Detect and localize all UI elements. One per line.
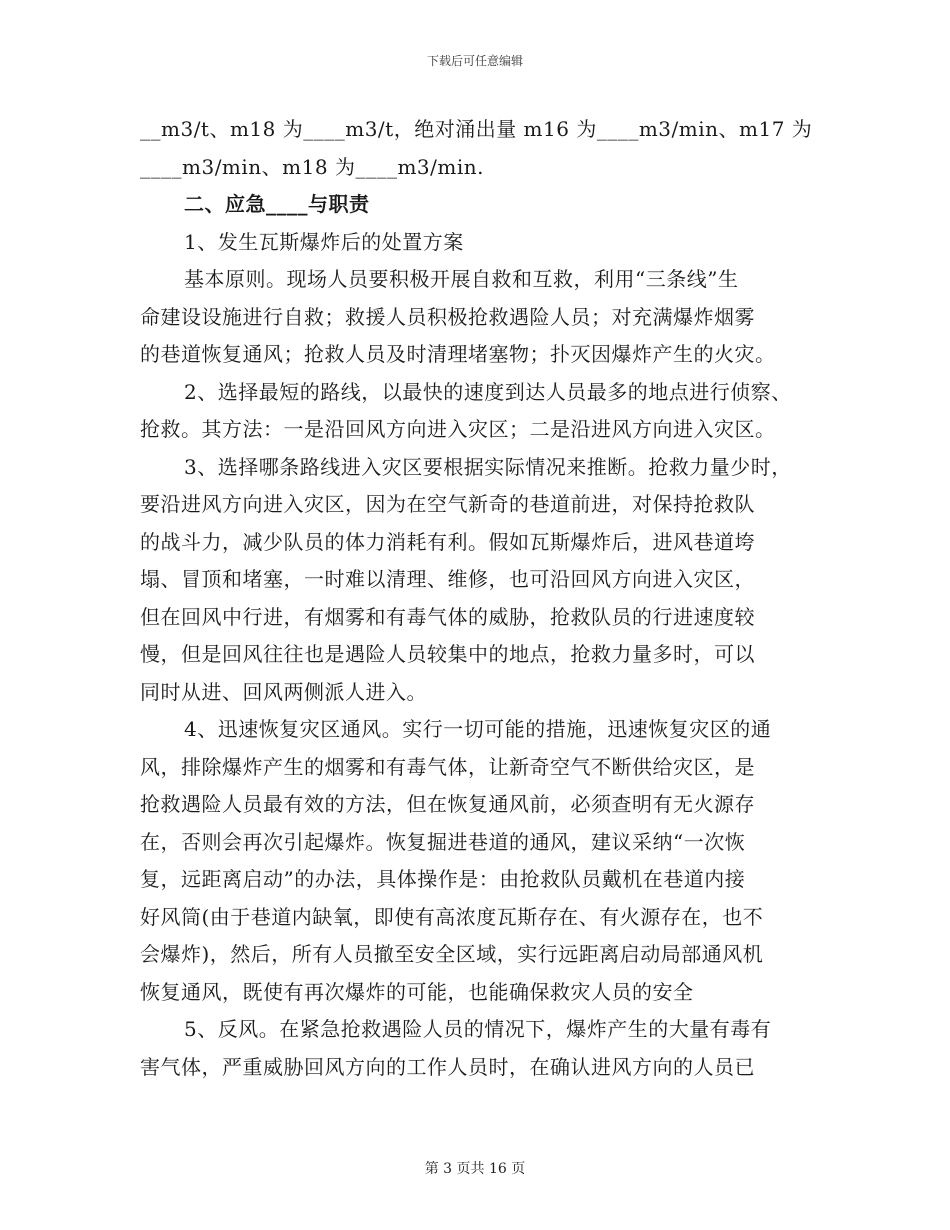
text-line: 要沿进风方向进入灾区，因为在空气新奇的巷道前进，对保持抢救队 [140, 492, 755, 516]
text-line: 但在回风中行进，有烟雾和有毒气体的威胁，抢救队员的行进速度较 [140, 604, 755, 629]
text-line: 2、选择最短的路线，以最快的速度到达人员最多的地点进行侦察、 [184, 379, 792, 404]
text-line: 3、选择哪条路线进入灾区要根据实际情况来推断。抢救力量少时， [184, 454, 792, 479]
text-line: 同时从进、回风两侧派人进入。 [140, 679, 427, 704]
text-line: 风，排除爆炸产生的烟雾和有毒气体，让新奇空气不断供给灾区，是 [140, 754, 755, 779]
text-line: 会爆炸)，然后，所有人员撤至安全区域，实行远距离启动局部通风机 [140, 942, 764, 966]
subsection-title: 1、发生瓦斯爆炸后的处置方案 [184, 229, 464, 254]
text-line: 的战斗力，减少队员的体力消耗有利。假如瓦斯爆炸后，进风巷道垮 [140, 529, 755, 554]
text-line: 基本原则。现场人员要积极开展自救和互救，利用“三条线”生 [184, 267, 739, 291]
text-line: __m3/t、m18 为____m3/t，绝对涌出量 m16 为____m3/min、m17 为 [140, 117, 813, 141]
text-line: 好风筒(由于巷道内缺氧，即使有高浓度瓦斯存在、有火源存在，也不 [140, 904, 764, 929]
text-line: 4、迅速恢复灾区通风。实行一切可能的措施，迅速恢复灾区的通 [184, 717, 772, 741]
document-body [140, 111, 815, 1086]
text-line: 抢救遇险人员最有效的方法，但在恢复通风前，必须查明有无火源存 [140, 792, 755, 816]
text-line: 害气体，严重威胁回风方向的工作人员时，在确认进风方向的人员已 [140, 1054, 755, 1079]
text-line: 复，远距离启动”的办法，具体操作是：由抢救队员戴机在巷道内接 [140, 867, 746, 891]
section-heading: 二、应急____与职责 [184, 192, 370, 216]
text-line: 抢救。其方法：一是沿回风方向进入灾区；二是沿进风方向进入灾区。 [140, 417, 776, 441]
page-number: 第 3 页共 16 页 [424, 1161, 526, 1177]
text-line: 慢，但是回风往往也是遇险人员较集中的地点，抢救力量多时，可以 [140, 642, 755, 666]
page-header: 下载后可任意编辑 [426, 54, 523, 68]
text-line: 恢复通风，既使有再次爆炸的可能，也能确保救灾人员的安全 [140, 979, 694, 1004]
text-line: ____m3/min、m18 为____m3/min. [140, 154, 484, 179]
text-line: 命建设设施进行自救；救援人员积极抢救遇险人员；对充满爆炸烟雾 [140, 304, 755, 329]
text-line: 塌、冒顶和堵塞，一时难以清理、维修，也可沿回风方向进入灾区， [140, 567, 755, 591]
text-line: 5、反风。在紧急抢救遇险人员的情况下，爆炸产生的大量有毒有 [184, 1017, 772, 1041]
text-line: 的巷道恢复通风；抢救人员及时清理堵塞物；扑灭因爆炸产生的火灾。 [140, 342, 776, 366]
text-line: 在，否则会再次引起爆炸。恢复掘进巷道的通风，建议采纳“一次恢 [140, 829, 746, 854]
